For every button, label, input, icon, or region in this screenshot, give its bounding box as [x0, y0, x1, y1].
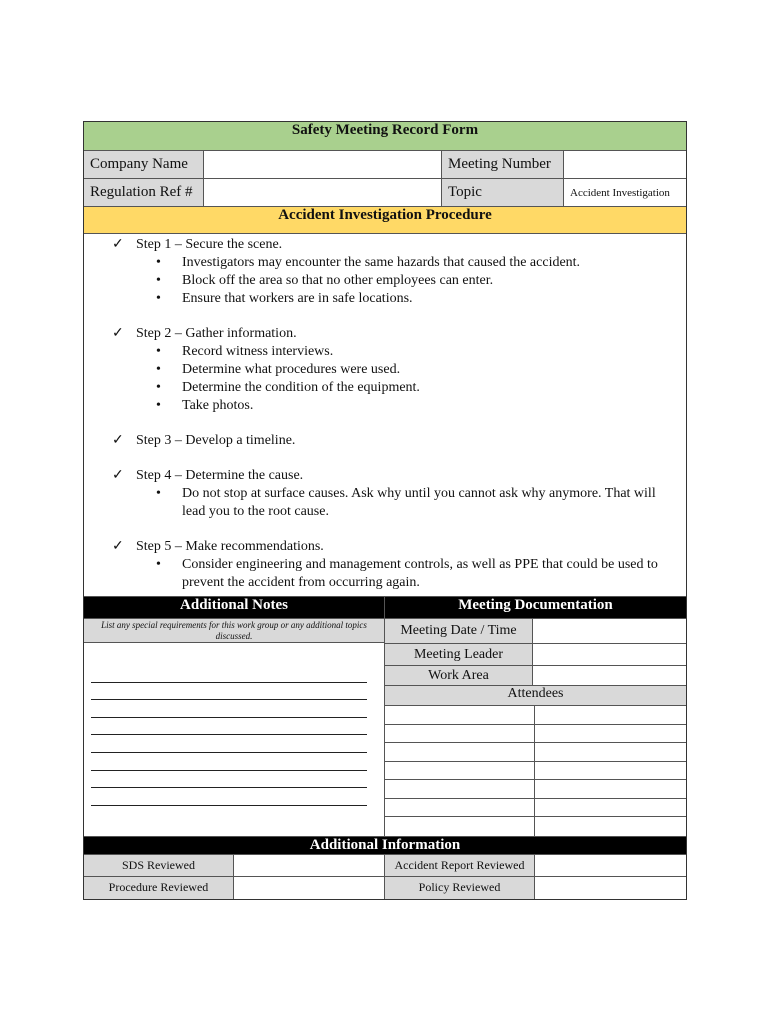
step-title: Step 1 – Secure the scene. [136, 237, 283, 252]
additional-notes-header: Additional Notes [84, 597, 384, 619]
procedure-reviewed-label: Procedure Reviewed [84, 877, 234, 899]
company-name-field[interactable] [204, 151, 442, 178]
step-1 [84, 236, 686, 308]
meeting-leader-field[interactable] [533, 644, 686, 665]
attendee-field[interactable] [535, 799, 686, 817]
note-line[interactable] [91, 699, 367, 700]
checkmark-icon: ✓ [112, 539, 124, 554]
regulation-row [84, 179, 686, 207]
note-line[interactable] [91, 717, 367, 718]
step-4 [84, 467, 686, 521]
bullet-icon: • [156, 380, 161, 395]
step-title: Step 2 – Gather information. [136, 326, 297, 341]
checkmark-icon: ✓ [112, 433, 124, 448]
attendee-row [385, 817, 686, 836]
attendee-field[interactable] [535, 780, 686, 798]
step-5 [84, 538, 686, 592]
attendee-row [385, 725, 686, 744]
list-item: • Determine what procedures were used. [156, 362, 401, 377]
procedure-reviewed-field[interactable] [234, 877, 385, 899]
list-item: • Ensure that workers are in safe locations. [156, 291, 413, 306]
list-item: • Determine the condition of the equipment. [156, 380, 420, 395]
procedure-steps [84, 234, 686, 597]
topic-label: Topic [442, 179, 564, 206]
attendee-row [385, 799, 686, 818]
bullet-icon: • [156, 557, 161, 572]
list-item: • Consider engineering and management controls, as well as PPE that could be used to prevent the accident from occurring again. [156, 557, 658, 590]
note-line[interactable] [91, 805, 367, 806]
checkmark-icon: ✓ [112, 237, 124, 252]
list-item: • Investigators may encounter the same hazards that caused the accident. [156, 255, 581, 270]
bullet-icon: • [156, 362, 161, 377]
accident-report-reviewed-field[interactable] [535, 855, 686, 876]
policy-reviewed-label: Policy Reviewed [385, 877, 535, 899]
list-item: • Record witness interviews. [156, 344, 334, 359]
bullet-icon: • [156, 291, 161, 306]
additional-notes-section [84, 597, 385, 836]
attendee-field[interactable] [385, 725, 535, 743]
meeting-date-field[interactable] [533, 619, 686, 643]
policy-reviewed-field[interactable] [535, 877, 686, 899]
procedure-header: Accident Investigation Procedure [278, 207, 492, 223]
note-line[interactable] [91, 682, 367, 683]
form-title-bar [84, 122, 686, 151]
step-3 [84, 432, 686, 450]
attendee-row [385, 743, 686, 762]
meeting-date-row [385, 619, 686, 644]
bullet-icon: • [156, 398, 161, 413]
note-line[interactable] [91, 752, 367, 753]
bullet-icon: • [156, 486, 161, 501]
regulation-ref-label: Regulation Ref # [84, 179, 204, 206]
notes-and-documentation [84, 597, 686, 837]
step-2 [84, 325, 686, 415]
list-item: • Take photos. [156, 398, 254, 413]
step-title: Step 3 – Develop a timeline. [136, 433, 296, 448]
notes-writing-lines[interactable] [84, 643, 384, 806]
attendee-field[interactable] [385, 817, 535, 836]
meeting-documentation-header: Meeting Documentation [385, 597, 686, 619]
topic-field[interactable]: Accident Investigation [570, 186, 670, 199]
company-row [84, 151, 686, 179]
meeting-date-label: Meeting Date / Time [385, 619, 533, 643]
checkmark-icon: ✓ [112, 468, 124, 483]
work-area-field[interactable] [533, 666, 686, 685]
work-area-label: Work Area [385, 666, 533, 685]
review-row-1 [84, 855, 686, 877]
attendee-field[interactable] [535, 725, 686, 743]
attendee-row [385, 780, 686, 799]
procedure-header-bar [84, 207, 686, 234]
sds-reviewed-field[interactable] [234, 855, 385, 876]
attendee-field[interactable] [385, 780, 535, 798]
attendee-field[interactable] [535, 706, 686, 724]
meeting-documentation-section [385, 597, 686, 836]
attendees-header: Attendees [385, 686, 686, 706]
note-line[interactable] [91, 787, 367, 788]
list-item: • Block off the area so that no other employees can enter. [156, 273, 494, 288]
attendee-row [385, 706, 686, 725]
bullet-icon: • [156, 344, 161, 359]
meeting-leader-row [385, 644, 686, 666]
step-title: Step 4 – Determine the cause. [136, 468, 304, 483]
work-area-row [385, 666, 686, 686]
checkmark-icon: ✓ [112, 326, 124, 341]
step-title: Step 5 – Make recommendations. [136, 539, 324, 554]
accident-report-reviewed-label: Accident Report Reviewed [385, 855, 535, 876]
note-line[interactable] [91, 770, 367, 771]
attendee-row [385, 762, 686, 781]
regulation-ref-field[interactable] [204, 179, 442, 206]
meeting-number-field[interactable] [564, 151, 686, 178]
company-name-label: Company Name [84, 151, 204, 178]
attendee-field[interactable] [535, 762, 686, 780]
note-line[interactable] [91, 734, 367, 735]
meeting-number-label: Meeting Number [442, 151, 564, 178]
safety-meeting-form [83, 121, 687, 900]
bullet-icon: • [156, 255, 161, 270]
attendee-field[interactable] [385, 743, 535, 761]
attendee-field[interactable] [385, 799, 535, 817]
attendee-field[interactable] [385, 762, 535, 780]
attendee-field[interactable] [535, 817, 686, 836]
bullet-icon: • [156, 273, 161, 288]
sds-reviewed-label: SDS Reviewed [84, 855, 234, 876]
notes-instruction: List any special requirements for this work group or any additional topics discussed. [84, 619, 384, 643]
list-item: • Do not stop at surface causes. Ask why until you cannot ask why anymore. That will lead you to the root cause. [156, 486, 656, 519]
additional-information-header: Additional Information [84, 837, 686, 855]
meeting-leader-label: Meeting Leader [385, 644, 533, 665]
review-row-2 [84, 877, 686, 899]
attendee-field[interactable] [385, 706, 535, 724]
attendee-field[interactable] [535, 743, 686, 761]
form-title: Safety Meeting Record Form [291, 122, 479, 138]
